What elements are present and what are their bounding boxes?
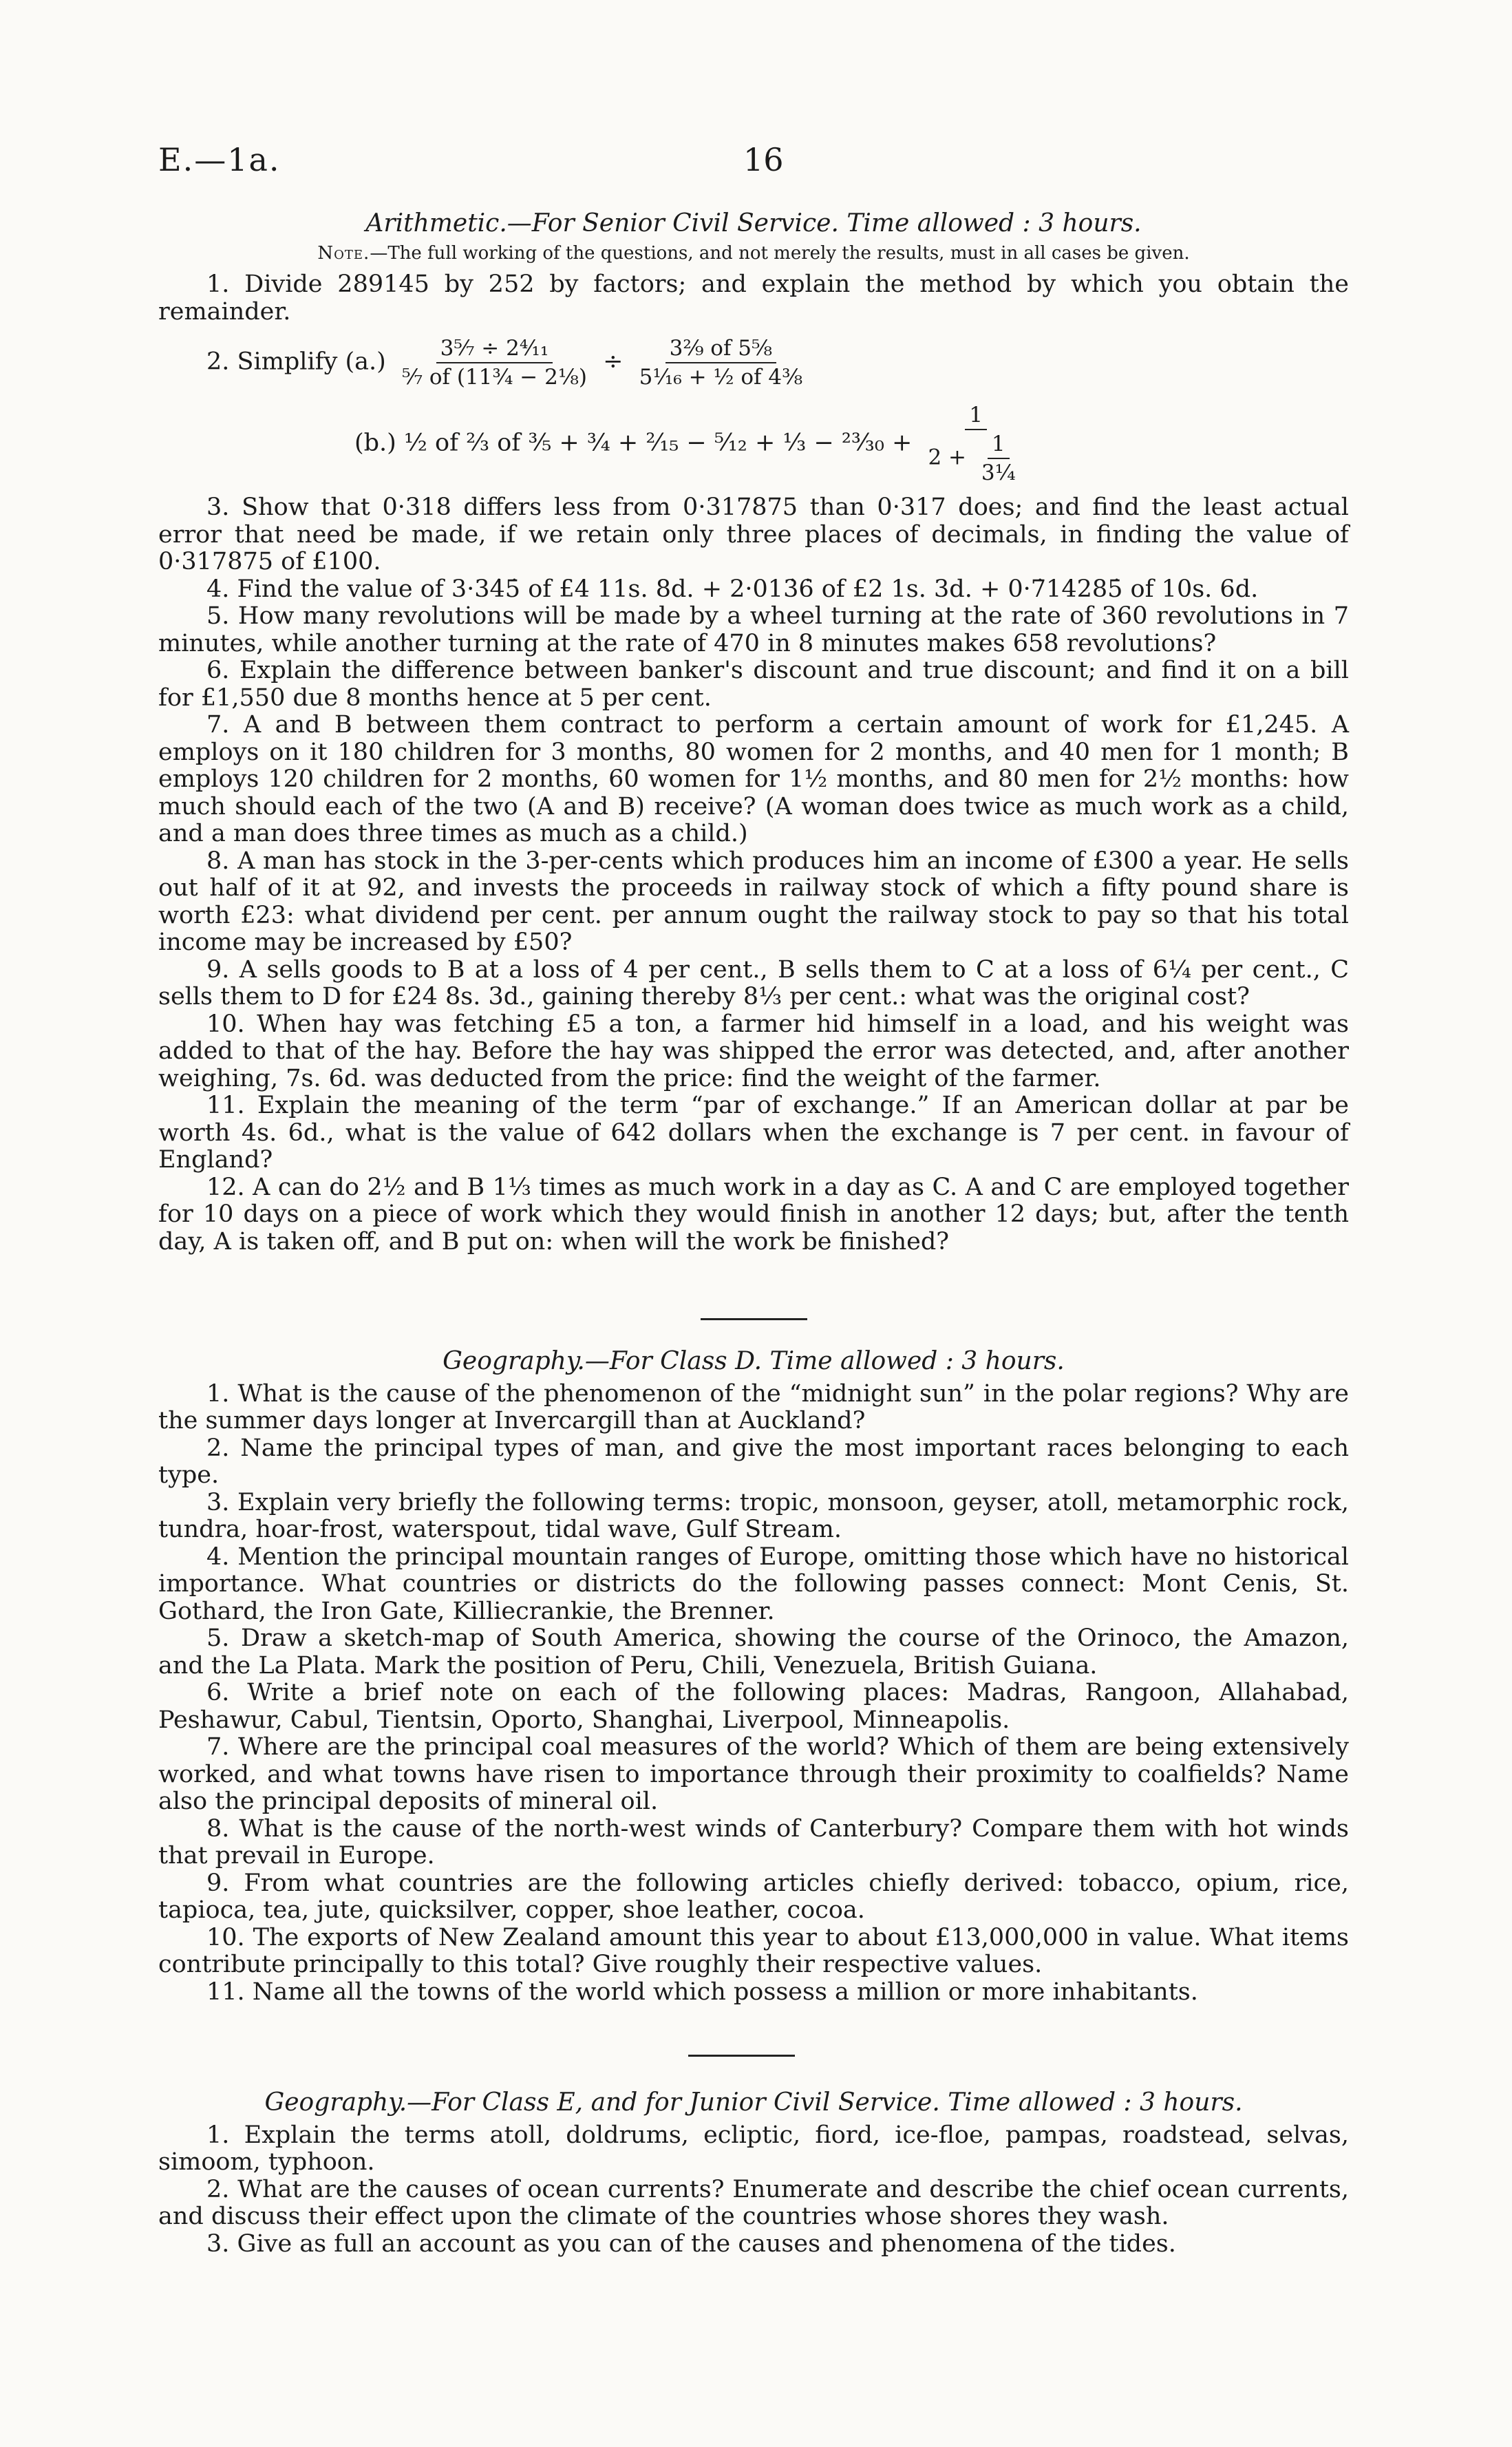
geography-d-q7: 7. Where are the principal coal measures of the world? Which of them are being extensively worked, and what towns have risen to importance through their proximity to coalfields? Name also the principal deposits of mineral oil.	[158, 1733, 1349, 1815]
geography-e-q2: 2. What are the causes of ocean currents? Enumerate and describe the chief ocean currents, and discuss their effect upon the climate of the countries whose shores they wash.	[158, 2175, 1349, 2230]
arithmetic-q12: 12. A can do 2½ and B 1⅓ times as much work in a day as C. A and C are employed together for 10 days on a piece of work which they would finish in another 12 days; but, after the tenth day, A is taken off, and B put on: when will the work be finished?	[158, 1173, 1349, 1256]
q2a-frac2-denominator: 5¹⁄₁₆ + ½ of 4⅜	[639, 365, 803, 390]
section-divider	[701, 1318, 807, 1320]
geography-d-q6: 6. Write a brief note on each of the following places: Madras, Rangoon, Allahabad, Peshawur, Cabul, Tientsin, Oporto, Shanghai, Liverpool, Minneapolis.	[158, 1679, 1349, 1734]
arithmetic-q9: 9. A sells goods to B at a loss of 4 per cent., B sells them to C at a loss of 6¼ per cent., C sells them to D for £24 8s. 3d., gaining thereby 8⅓ per cent.: what was the original cost?	[158, 955, 1349, 1010]
geography-d-q8: 8. What is the cause of the north-west winds of Canterbury? Compare them with hot winds that prevail in Europe.	[158, 1814, 1349, 1869]
geography-d-q2: 2. Name the principal types of man, and give the most important races belonging to each type.	[158, 1434, 1349, 1489]
arithmetic-q4: 4. Find the value of 3·34̇5̇ of £4 11s. 8d. + 2·013̇6̇ of £2 1s. 3d. + 0·7̇14285̇ of 10s. 6d.	[206, 575, 1259, 603]
arithmetic-q6: 6. Explain the difference between banker's discount and true discount; and find it on a bill for £1,550 due 8 months hence at 5 per cent.	[158, 657, 1349, 712]
page-number: 16	[743, 141, 784, 178]
geography-e-q3: 3. Give as full an account as you can of the causes and phenomena of the tides.	[206, 2229, 1176, 2258]
q2b-cf-mid: 2 +	[928, 445, 967, 470]
arithmetic-q5: 5. How many revolutions will be made by a wheel turning at the rate of 360 revolutions in 7 minutes, while another turning at the rate of 470 in 8 minutes makes 658 revolutions?	[158, 602, 1349, 657]
document-page	[158, 0, 1349, 2447]
section-divider	[688, 2055, 795, 2057]
arithmetic-note	[158, 240, 1349, 268]
note-text: —The full working of the questions, and not merely the results, must in all cases be given.	[370, 242, 1190, 264]
geography-d-q9: 9. From what countries are the following articles chiefly derived: tobacco, opium, rice, tapioca, tea, jute, quicksilver, copper, shoe leather, cocoa.	[158, 1869, 1349, 1924]
q2a-divide-sign: ÷	[603, 348, 624, 376]
arithmetic-q8: 8. A man has stock in the 3-per-cents which produces him an income of £300 a year. He sells out half of it at 92, and invests the proceeds in railway stock of which a fifty pound share is worth £23: what dividend per cent. per annum ought the railway stock to pay so that his total income may be increased by £50?	[158, 847, 1349, 956]
geography-d-section	[158, 1348, 1349, 2006]
q2b-cf-numerator: 1	[965, 403, 987, 430]
geography-d-q4: 4. Mention the principal mountain ranges of Europe, omitting those which have no historical importance. What countries or districts do the following passes connect: Mont Cenis, St. Gothard, the Iron Gate, Killiecrankie, the Brenner.	[158, 1543, 1349, 1625]
arithmetic-title: Arithmetic.—For Senior Civil Service. Time allowed : 3 hours.	[365, 209, 1142, 237]
q2b-cf-inner-numerator: 1	[988, 432, 1010, 459]
geography-d-q11: 11. Name all the towns of the world which possess a million or more inhabitants.	[206, 1978, 1198, 2006]
q2a-frac1-denominator: ⁵⁄₇ of (11¾ − 2⅛)	[401, 365, 587, 390]
q2b-expression: (b.) ½ of ⅔ of ⅗ + ¾ + ²⁄₁₅ − ⁵⁄₁₂ + ⅓ − ²³⁄₃₀ +	[354, 429, 913, 457]
geography-d-q10: 10. The exports of New Zealand amount this year to about £13,000,000 in value. What items contribute principally to this total? Give roughly their respective values.	[158, 1923, 1349, 1978]
q2a-fraction-1	[398, 336, 591, 390]
arithmetic-q11: 11. Explain the meaning of the term “par of exchange.” If an American dollar at par be worth 4s. 6d., what is the value of 642 dollars when the exchange is 7 per cent. in favour of England?	[158, 1092, 1349, 1174]
arithmetic-section-head	[158, 210, 1349, 326]
q2b-cf-inner	[977, 432, 1020, 485]
note-label: Note.	[317, 242, 370, 264]
q2a-frac1-numerator: 3⁵⁄₇ ÷ 2⁴⁄₁₁	[436, 336, 553, 363]
q2-prefix: 2. Simplify (a.)	[206, 348, 386, 376]
q2b-continued-fraction	[924, 403, 1027, 485]
arithmetic-q2a	[206, 336, 811, 390]
document-code: E.—1a.	[158, 141, 281, 178]
geography-d-title: Geography.—For Class D. Time allowed : 3 hours.	[443, 1347, 1065, 1375]
geography-e-q1: 1. Explain the terms atoll, doldrums, ecliptic, fiord, ice-floe, pampas, roadstead, selvas, simoom, typhoon.	[158, 2121, 1349, 2176]
geography-d-q5: 5. Draw a sketch-map of South America, showing the course of the Orinoco, the Amazon, and the La Plata. Mark the position of Peru, Chili, Venezuela, British Guiana.	[158, 1624, 1349, 1680]
q2b-cf-inner-denominator: 3¼	[981, 460, 1016, 485]
arithmetic-q1: 1. Divide 289145 by 252 by factors; and explain the method by which you obtain the remainder.	[158, 271, 1349, 326]
q2a-fraction-2	[635, 336, 807, 390]
arithmetic-questions	[158, 494, 1349, 1256]
arithmetic-q3: 3. Show that 0·318 differs less from 0·317875 than 0·317 does; and find the least actual error that need be made, if we retain only three places of decimals, in finding the value of 0·317875 of £100.	[158, 494, 1349, 575]
arithmetic-q2b	[354, 403, 1032, 485]
geography-d-q3: 3. Explain very briefly the following terms: tropic, monsoon, geyser, atoll, metamorphic rock, tundra, hoar-frost, waterspout, tidal wave, Gulf Stream.	[158, 1488, 1349, 1543]
q2b-cf-denominator	[924, 430, 1027, 485]
arithmetic-q7: 7. A and B between them contract to perform a certain amount of work for £1,245. A employs on it 180 children for 3 months, 80 women for 2 months, and 40 men for 1 month; B employs 120 children for 2 months, 60 women for 1½ months, and 80 men for 2½ months: how much should each of the two (A and B) receive? (A woman does twice as much work as a child, and a man does three times as much as a child.)	[158, 711, 1349, 847]
geography-e-title: Geography.—For Class E, and for Junior Civil Service. Time allowed : 3 hours.	[264, 2088, 1243, 2117]
arithmetic-q10: 10. When hay was fetching £5 a ton, a farmer hid himself in a load, and his weight was added to that of the hay. Before the hay was shipped the error was detected, and, after another weighing, 7s. 6d. was deducted from the price: find the weight of the farmer.	[158, 1010, 1349, 1092]
q2a-frac2-numerator: 3²⁄₉ of 5⅝	[666, 336, 776, 363]
page-header	[158, 141, 1349, 182]
geography-d-q1: 1. What is the cause of the phenomenon of the “midnight sun” in the polar regions? Why are the summer days longer at Invercargill than at Auckland?	[158, 1379, 1349, 1434]
geography-e-section	[158, 2089, 1349, 2258]
